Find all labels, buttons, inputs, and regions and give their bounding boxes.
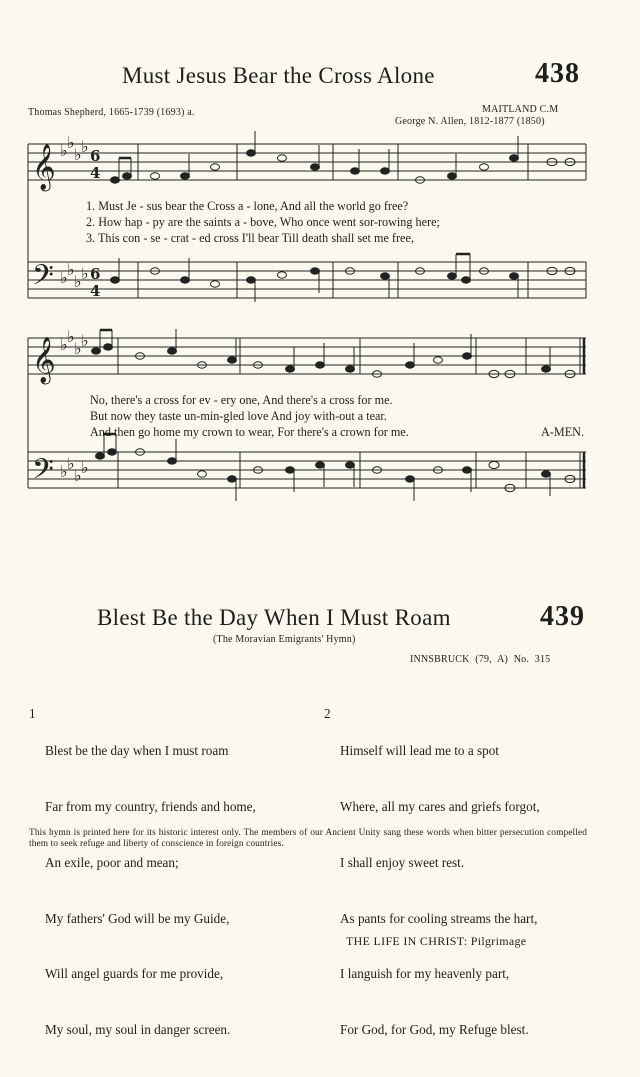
hymn-438-lyric-line: 2. How hap - py are the saints a - bove, Who once went sor-rowing here; <box>86 215 440 229</box>
svg-text:♭: ♭ <box>67 133 75 152</box>
svg-text:♭: ♭ <box>60 141 68 160</box>
hymn-438-lyric-line: No, there's a cross for ev - ery one, And there's a cross for me. <box>90 393 393 407</box>
svg-text:♭: ♭ <box>74 466 82 485</box>
hymn-439-historic-note: This hymn is printed here for its historic interest only. The members of our Ancient Unity sang these words when bitter persecution compelled them to seek refuge and liberty of conscience in foreign countries. <box>29 828 587 849</box>
footer-topic: Pilgrimage <box>470 934 527 948</box>
svg-text:♭: ♭ <box>81 264 89 283</box>
hymn-438-lyric-line: And then go home my crown to wear, For there's a crown for me. <box>90 425 409 439</box>
svg-text:♭: ♭ <box>60 268 68 287</box>
verse-line: For God, for God, my Refuge blest. <box>340 1022 529 1038</box>
svg-text:6: 6 <box>90 147 101 165</box>
verse-line: Blest be the day when I must roam <box>45 743 229 759</box>
svg-text:♭: ♭ <box>67 260 75 279</box>
svg-text:♭: ♭ <box>67 327 75 346</box>
page-footer <box>346 934 526 949</box>
system-1-treble-staff <box>28 144 586 180</box>
system-1-treble-notes <box>111 131 576 183</box>
hymn-439-number: 439 <box>540 601 585 632</box>
verse-line: I languish for my heavenly part, <box>340 966 510 982</box>
verse-line: Will angel guards for me provide, <box>45 966 224 982</box>
verse-line: An exile, poor and mean; <box>45 854 179 870</box>
verse-number: 2 <box>324 706 331 721</box>
svg-text:♭: ♭ <box>67 454 75 473</box>
hymn-439-title: Blest Be the Day When I Must Roam <box>97 605 451 630</box>
svg-text:♭: ♭ <box>81 331 89 350</box>
svg-text:6: 6 <box>90 265 101 283</box>
treble-clef-icon: 𝄞 <box>32 144 56 190</box>
svg-text:♭: ♭ <box>60 335 68 354</box>
footer-section: THE LIFE IN CHRIST: <box>346 934 468 948</box>
verse-line: My fathers' God will be my Guide, <box>45 910 230 926</box>
verse-line: I shall enjoy sweet rest. <box>340 854 465 870</box>
key-signature-flats <box>60 133 89 485</box>
svg-text:♭: ♭ <box>60 462 68 481</box>
svg-text:4: 4 <box>90 164 101 182</box>
verse-line: As pants for cooling streams the hart, <box>340 910 538 926</box>
hymn-438-music-score <box>0 0 640 520</box>
verse-line: Himself will lead me to a spot <box>340 743 499 759</box>
svg-text:♭: ♭ <box>74 339 82 358</box>
svg-text:♭: ♭ <box>81 137 89 156</box>
hymn-438-title: Must Jesus Bear the Cross Alone <box>122 63 435 88</box>
verse-line: Where, all my cares and griefs forgot, <box>340 798 540 814</box>
hymn-438-composer: George N. Allen, 1812-1877 (1850) <box>395 116 545 127</box>
hymn-439-verse-2 <box>324 705 540 1077</box>
verse-line: My soul, my soul in danger screen. <box>45 1022 231 1038</box>
hymn-438-lyric-line: But now they taste un-min-gled love And joy with-out a tear. <box>90 409 387 423</box>
svg-text:♭: ♭ <box>81 458 89 477</box>
system-1-bass-notes <box>111 254 576 302</box>
system-2-treble-notes <box>92 329 576 378</box>
hymn-438-number: 438 <box>535 58 580 89</box>
verse-number: 1 <box>29 706 36 721</box>
svg-text:4: 4 <box>90 282 101 300</box>
hymn-439-tune: INNSBRUCK (79, A) No. 315 <box>410 654 551 665</box>
verse-line: Far from my country, friends and home, <box>45 798 256 814</box>
hymn-438-tune: MAITLAND C.M <box>482 104 559 115</box>
hymn-438-lyric-line: 1. Must Je - sus bear the Cross a - lone, And all the world go free? <box>86 199 409 213</box>
hymn-439-verse-1 <box>29 705 256 1077</box>
hymn-438-amen: A-MEN. <box>541 425 584 439</box>
hymn-438-lyric-line: 3. This con - se - crat - ed cross I'll bear Till death shall set me free, <box>86 231 414 245</box>
system-2-bass-notes <box>96 434 576 501</box>
treble-clef-icon: 𝄞 <box>32 337 56 383</box>
svg-text:♭: ♭ <box>74 145 82 164</box>
hymn-439-subtitle: (The Moravian Emigrants' Hymn) <box>213 634 356 645</box>
hymn-438-author: Thomas Shepherd, 1665-1739 (1693) a. <box>28 107 195 118</box>
bass-clef-icon: 𝄢 <box>32 259 54 299</box>
svg-text:♭: ♭ <box>74 272 82 291</box>
bass-clef-icon: 𝄢 <box>32 453 54 493</box>
